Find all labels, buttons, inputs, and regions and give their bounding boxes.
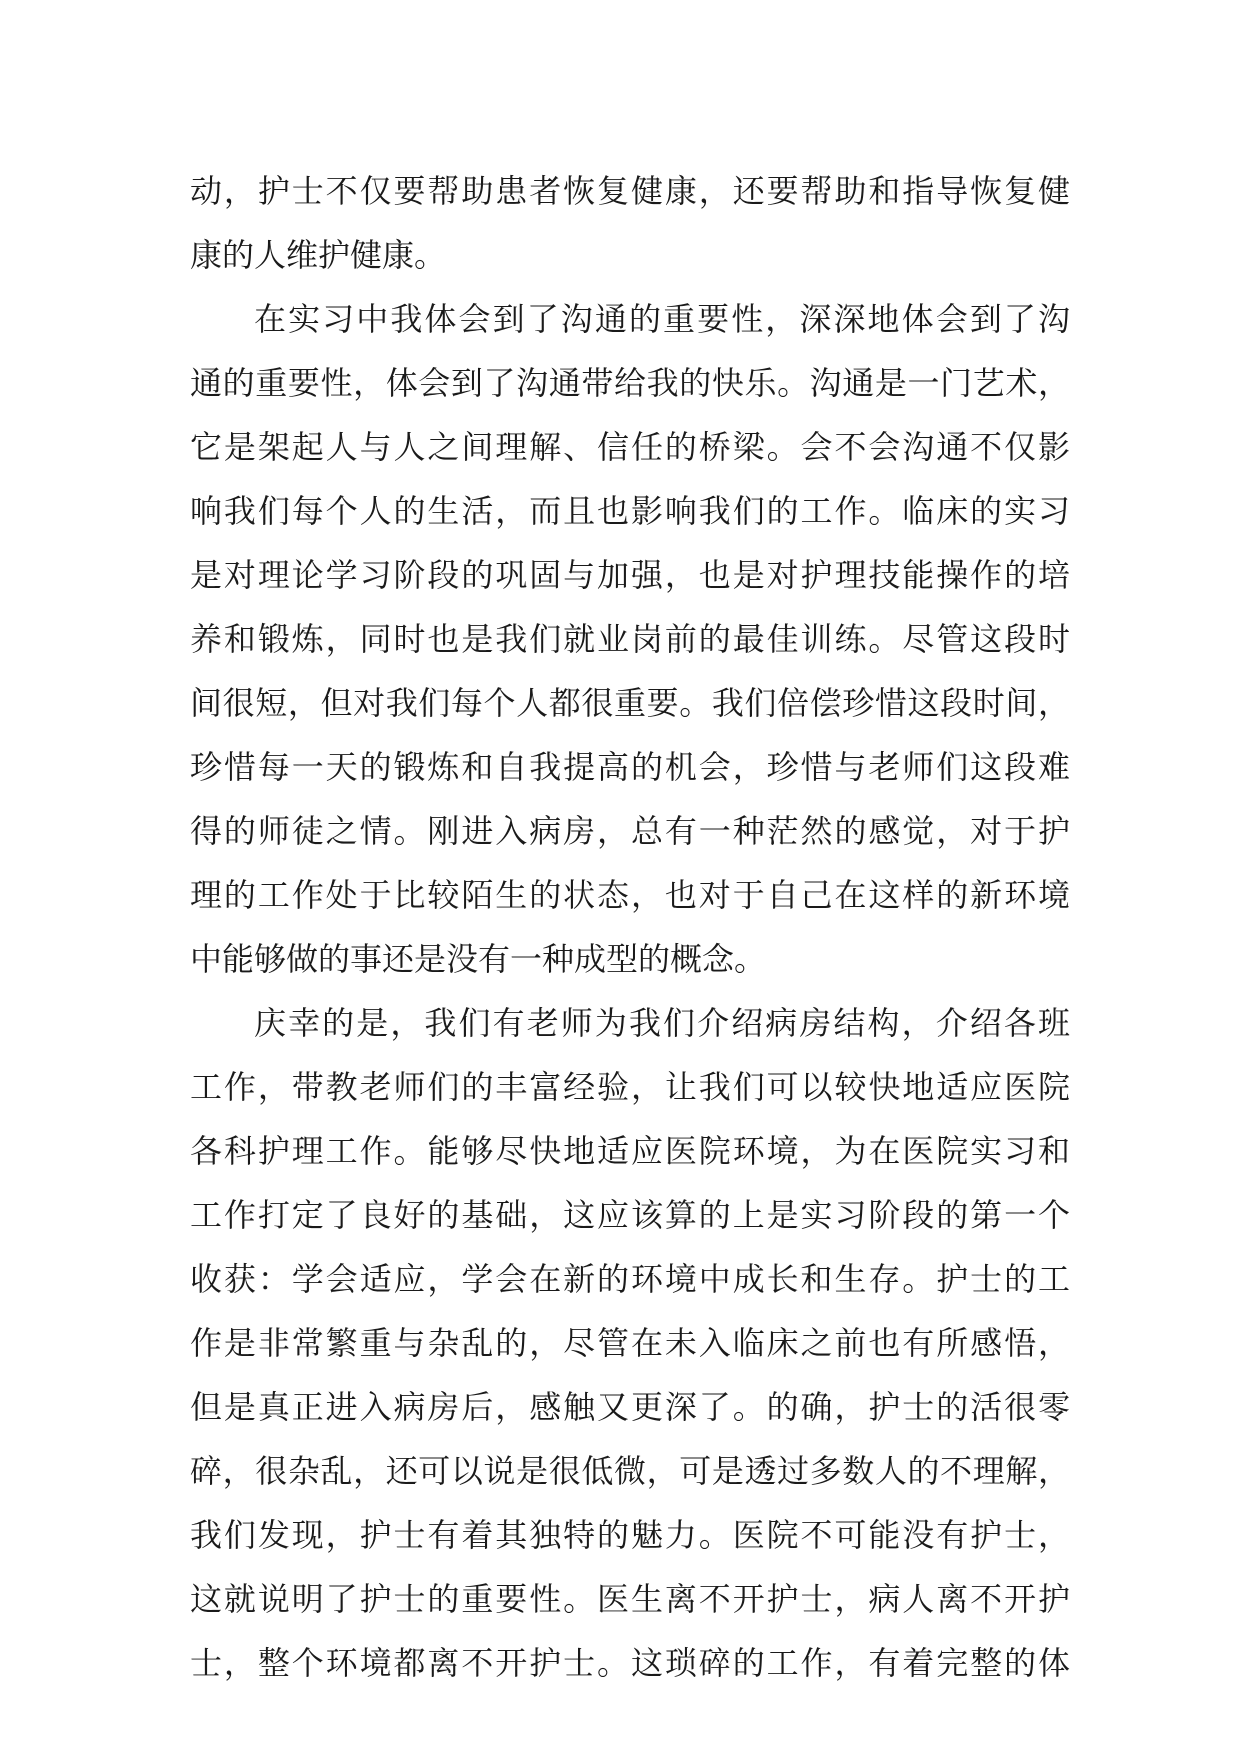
text-line: 工作打定了良好的基础，这应该算的上是实习阶段的第一个	[190, 1196, 1070, 1234]
text-line: 通的重要性，体会到了沟通带给我的快乐。沟通是一门艺术，	[190, 364, 1070, 402]
text-line: 士，整个环境都离不开护士。这琐碎的工作，有着完整的体	[190, 1644, 1070, 1682]
text-line: 收获：学会适应，学会在新的环境中成长和生存。护士的工	[190, 1260, 1070, 1298]
text-line: 珍惜每一天的锻炼和自我提高的机会，珍惜与老师们这段难	[190, 748, 1070, 786]
text-line: 作是非常繁重与杂乱的，尽管在未入临床之前也有所感悟，	[190, 1324, 1070, 1362]
text-line: 是对理论学习阶段的巩固与加强，也是对护理技能操作的培	[190, 556, 1070, 594]
text-line: 我们发现，护士有着其独特的魅力。医院不可能没有护士，	[190, 1516, 1070, 1554]
text-line: 动，护士不仅要帮助患者恢复健康，还要帮助和指导恢复健	[190, 172, 1070, 210]
paragraph-start-line: 庆幸的是，我们有老师为我们介绍病房结构，介绍各班	[254, 1004, 1070, 1042]
text-line: 得的师徒之情。刚进入病房，总有一种茫然的感觉，对于护	[190, 812, 1070, 850]
text-line: 理的工作处于比较陌生的状态，也对于自己在这样的新环境	[190, 876, 1070, 914]
text-line: 工作，带教老师们的丰富经验，让我们可以较快地适应医院	[190, 1068, 1070, 1106]
text-line: 中能够做的事还是没有一种成型的概念。	[190, 940, 767, 978]
text-line: 碎，很杂乱，还可以说是很低微，可是透过多数人的不理解，	[190, 1452, 1070, 1490]
text-line: 但是真正进入病房后，感触又更深了。的确，护士的活很零	[190, 1388, 1070, 1426]
document-body	[190, 159, 1070, 1695]
text-line: 间很短，但对我们每个人都很重要。我们倍偿珍惜这段时间，	[190, 684, 1070, 722]
text-line: 各科护理工作。能够尽快地适应医院环境，为在医院实习和	[190, 1132, 1070, 1170]
text-line: 养和锻炼，同时也是我们就业岗前的最佳训练。尽管这段时	[190, 620, 1070, 658]
text-line: 它是架起人与人之间理解、信任的桥梁。会不会沟通不仅影	[190, 428, 1070, 466]
text-line: 康的人维护健康。	[190, 236, 447, 274]
text-line: 响我们每个人的生活，而且也影响我们的工作。临床的实习	[190, 492, 1070, 530]
paragraph-start-line: 在实习中我体会到了沟通的重要性，深深地体会到了沟	[254, 300, 1070, 338]
text-line: 这就说明了护士的重要性。医生离不开护士，病人离不开护	[190, 1580, 1070, 1618]
